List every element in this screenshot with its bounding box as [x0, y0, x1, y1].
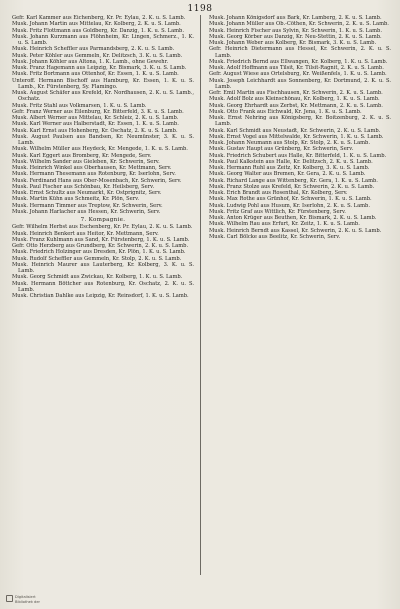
list-entry: Musk. Franz Hagemann aus Leipzig, Kr. Bismark, 3. K. u. S. Lamb.	[12, 65, 187, 71]
list-entry: Musk. Anton Krüger aus Beuthen, Kr. Bismark, 2. K. u. S. Lamb.	[209, 215, 377, 221]
list-entry: Musk. Wilhelm Rau aus Erfurt, Kr. Zeitz, 1. K. u. S. Lamb.	[209, 221, 360, 228]
list-entry: Musk. Johann Kurzmann aus Flöhnheim, Kr. Lingen, Schmerz., 1. K. u. S. Lamb.	[12, 33, 194, 46]
list-entry: Musk. August Schäfer aus Krefeld, Kr. Nordhausen, 2. K. u. S. Lamb., Oschatz.	[12, 90, 194, 103]
list-entry: Musk. Otto Frank aus Eichwald, Kr. Jena, 1. K. u. S. Lamb.	[209, 108, 362, 115]
list-entry: Musk. Johann Weber aus Kolberg, Kr. Bismark, 3. K. u. S. Lamb.	[209, 40, 377, 46]
list-entry: Musk. Fritz Stahl aus Volkmarsen, 1. K. u. S. Lamb.	[12, 102, 147, 109]
footer-line-1: Digitalisiert	[15, 595, 36, 600]
list-entry: Musk. Hermann Thesemann aus Rotenburg, Kr. Iserlohn, Serv.	[12, 171, 176, 178]
list-entry: Musk. Adolf Bolz aus Kleinschönau, Kr. Kolberg, 1. K. u. S. Lamb.	[209, 96, 380, 103]
list-entry: Gefr. Heinrich Dietermann aus Hessel, Kr. Schwerin, 2. K. u. S. Lamb.	[209, 46, 391, 59]
right-column	[209, 15, 391, 240]
column-divider	[200, 15, 201, 575]
footer-line-2: Bibliothek der	[15, 599, 41, 604]
list-entry: Gefr. Otto Herzberg aus Grundberg, Kr. Schwerin, 2. K. u. S. Lamb.	[12, 243, 189, 249]
list-entry: Musk. Ludwig Pohl aus Husum, Kr. Iserlohn, 2. K. u. S. Lamb.	[209, 202, 370, 209]
list-entry: Gefr. Wilhelm Herbst aus Eschenberg, Kr. Pr. Eylau, 2. K. u. S. Lamb.	[12, 224, 193, 231]
list-entry: Musk. Heinrich Maurer aus Lauterberg, Kr. Kolberg, 3. K. u. S. Lamb.	[12, 261, 194, 274]
list-entry: Musk. Friedrich Holzinger aus Dresden, Kr. Plön, 1. K. u. S. Lamb.	[12, 249, 186, 256]
list-entry: Musk. Johann Martin aus Mittelau, Kr. Kolberg, 2. K. u. S. Lamb.	[12, 21, 181, 28]
list-entry: Musk. Gustav Haupt aus Grünberg, Kr. Schwerin, Serv.	[209, 146, 354, 153]
list-entry: Musk. Karl Werner aus Halberstadt, Kr. Essen, 1. K. u. S. Lamb.	[12, 121, 179, 128]
list-entry: Musk. Hermann Timmer aus Treptow, Kr. Schwerin, Serv.	[12, 202, 163, 209]
list-entry: Musk. Wilhelm Müller aus Heydeck, Kr. Mengede, 1. K. u. S. Lamb.	[12, 146, 188, 153]
list-entry: Musk. Richard Lange aus Wittenberg, Kr. Gera, 1. K. u. S. Lamb.	[209, 177, 378, 184]
list-entry: Musk. August Paulsen aus Bandsen, Kr. Neumünster, 3. K. u. S. Lamb.	[12, 133, 194, 146]
list-entry: Musk. Wilhelm Sander aus Gieleben, Kr. Schwerin, Serv.	[12, 158, 160, 165]
list-entry: Musk. Karl Eggert aus Bromberg, Kr. Mengede, Serv.	[12, 152, 152, 159]
page-number: 1198	[187, 4, 213, 14]
list-entry: Musk. Friedrich Bernd aus Ellwangen, Kr. Kolberg, 1. K. u. S. Lamb.	[209, 58, 388, 65]
list-entry: Musk. Rudolf Scheffler aus Gemmeln, Kr. Stolp, 2. K. u. S. Lamb.	[12, 255, 182, 262]
list-entry: Musk. Johann Neumann aus Stolp, Kr. Stolp, 2. K. u. S. Lamb.	[209, 140, 370, 146]
library-seal-icon	[6, 595, 13, 602]
list-entry: Musk. Martin Kühn aus Schmeitz, Kr. Plön, Serv.	[12, 196, 140, 203]
list-entry: Musk. Johann Königsdorf aus Bark, Kr. Lamberg, 2. K. u. S. Lamb.	[209, 15, 382, 21]
list-entry: Musk. Karl Schmidt aus Neustadt, Kr. Schwerin, 2. K. u. S. Lamb.	[209, 127, 381, 134]
list-entry: Musk. Franz Stolze aus Krefeld, Kr. Schwerin, 2. K. u. S. Lamb.	[209, 183, 375, 190]
list-entry: Musk. Erich Brandt aus Rosenthal, Kr. Kolberg, Serv.	[209, 190, 348, 196]
list-entry: Musk. Ernst Nehring aus Königsberg, Kr. Boitzenburg, 2. K. u. S. Lamb.	[209, 115, 391, 128]
list-entry: Musk. Adolf Hoffmann aus Tilsit, Kr. Tilsit-Ragnit, 2. K. u. S. Lamb.	[209, 65, 384, 71]
footer-stamp	[6, 595, 68, 604]
list-entry: Musk. Ernst Schultz aus Neumarkt, Kr. Ostprignitz, Serv.	[12, 190, 162, 196]
list-entry: Gefr. August Wiese aus Ortelsburg, Kr. Weißenfels, 1. K. u. S. Lamb.	[209, 71, 387, 78]
list-entry: Musk. Carl Bölcke aus Beelitz, Kr. Schwerin, Serv.	[209, 233, 341, 240]
list-entry: Musk. Max Rothe aus Grünhof, Kr. Schwerin, 1. K. u. S. Lamb.	[209, 196, 372, 203]
list-entry: Musk. Johann Müller aus Ob.-Cöthen, Kr. Schwerin, 2. K. u. S. Lamb.	[209, 21, 389, 28]
list-entry: Musk. Albert Werner aus Mittelau, Kr. Schleiz, 2. K. u. S. Lamb.	[12, 115, 179, 121]
list-entry: Musk. Paul Kalkstein aus Halle, Kr. Delitzsch, 2. K. u. S. Lamb.	[209, 158, 373, 165]
list-entry: Musk. Johann Köhler aus Altona, 1. K. Lamb., ohne Gewehr.	[12, 58, 169, 65]
list-entry: Musk. Georg Körber aus Danzig, Kr. Neu-Stettin, 2. K. u. S. Lamb.	[209, 33, 382, 40]
list-entry: Musk. Johann Harlacher aus Hessen, Kr. Schwerin, Serv.	[12, 208, 161, 215]
list-entry: Musk. Heinrich Berndt aus Kassel, Kr. Schwerin, 2. K. u. S. Lamb.	[209, 227, 382, 234]
list-entry: Gefr. Karl Kammer aus Eichenberg, Kr. Pr. Eylau, 2. K. u. S. Lamb.	[12, 15, 186, 21]
list-entry: Musk. Ferdinand Hans aus Ober-Mosenbach, Kr. Schwerin, Serv.	[12, 177, 182, 184]
list-entry: Musk. Fritz Graf aus Wittlich, Kr. Fürstenberg, Serv.	[209, 208, 346, 215]
list-entry: Musk. Friedrich Schubert aus Halle, Kr. Bitterfeld, 1. K. u. S. Lamb.	[209, 152, 387, 159]
list-entry: Musk. Heinrich Winkel aus Oberhausen, Kr. Mettmann, Serv.	[12, 165, 172, 171]
list-entry: Musk. Heinrich Scheffler aus Parmandsberg, 2. K. u. S. Lamb.	[12, 46, 175, 53]
list-entry: Musk. Hermann Böttcher aus Rotenburg, Kr. Oschatz, 2. K. u. S. Lamb.	[12, 280, 194, 293]
list-entry: Musk. Heinrich Fischer aus Sylvin, Kr. Schwerin, 1. K. u. S. Lamb.	[209, 27, 382, 34]
list-entry: Musk. Georg Ehrhardt aus Zerbst, Kr. Mettmann, 2. K. u. S. Lamb.	[209, 102, 383, 109]
list-entry: Musk. Joseph Leichhardt aus Sonnenberg, Kr. Dortmund, 2. K. u. S. Lamb.	[209, 77, 391, 90]
list-entry: Musk. Karl Ernst aus Hohenberg, Kr. Oschatz, 2. K. u. S. Lamb.	[12, 127, 178, 134]
list-entry: Musk. Heinrich Benkert aus Heitor, Kr. Mettmann, Serv.	[12, 230, 159, 237]
section-heading: 7. Kompagnie.	[80, 217, 126, 223]
list-entry: Musk. Paul Fischer aus Schönbau, Kr. Heilsberg, Serv.	[12, 183, 155, 190]
footer-text	[15, 595, 40, 604]
list-entry: Musk. Franz Kuhlmann aus Sand, Kr. Fürstenberg, 1. K. u. S. Lamb.	[12, 236, 190, 243]
list-entry: Musk. Ernst Vogel aus Mittelwalde, Kr. Schwerin, 1. K. u. S. Lamb.	[209, 133, 384, 140]
list-entry: Gefr. Franz Werner aus Eilenburg, Kr. Bitterfeld, 3. K. u. S. Lamb.	[12, 108, 184, 115]
list-entry: Musk. Fritz Bortmann aus Ottenhof, Kr. Essen, 1. K. u. S. Lamb.	[12, 71, 179, 78]
list-entry: Musk. Fritz Flottmann aus Goldberg, Kr. Danzig, 1. K. u. S. Lamb.	[12, 27, 184, 34]
left-column	[12, 15, 194, 299]
list-entry: Gefr. Emil Martin aus Fischhausen, Kr. Schwerin, 2. K. u. S. Lamb.	[209, 90, 383, 96]
list-entry: Unteroff. Hermann Bischoff aus Hamburg, Kr. Essen, 1. K. u. S. Lamb., Kr. Fürstenberg, Sy. Flamingo.	[12, 77, 194, 90]
list-entry: Musk. Peter Köhler aus Gemmeln, Kr. Delitzsch, 3. K. u. S. Lamb.	[12, 52, 183, 59]
list-entry: Musk. Hermann Ruhl aus Zeitz, Kr. Kolberg, 3. K. u. S. Lamb.	[209, 165, 370, 171]
list-entry: Musk. Georg Walter aus Bremen, Kr. Gera, 2. K. u. S. Lamb.	[209, 171, 366, 178]
list-entry: Musk. Christian Dahlke aus Leipzig, Kr. Reinsdorf, 1. K. u. S. Lamb.	[12, 293, 189, 299]
list-entry: Musk. Georg Schmidt aus Zwickau, Kr. Kolberg, 1. K. u. S. Lamb.	[12, 274, 183, 281]
